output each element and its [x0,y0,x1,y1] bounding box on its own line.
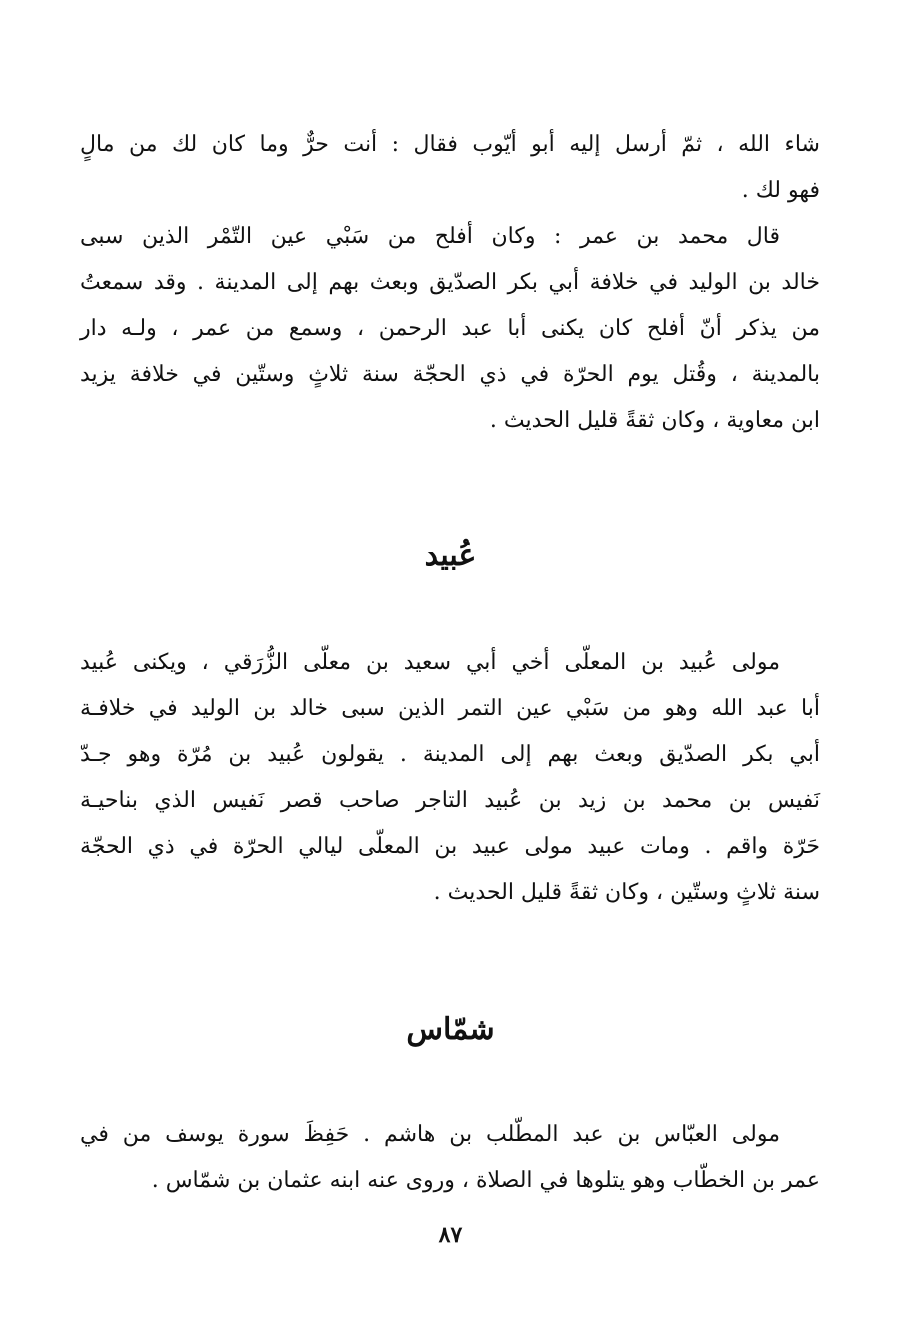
paragraph-ubayd [80,640,820,916]
text-line: أبي بكر الصدّيق وبعث بهم إلى المدينة . يقولون عُبيد بن مُرّة وهو جـدّ [80,742,820,767]
text-line: بالمدينة ، وقُتل يوم الحرّة في ذي الحجّة سنة ثلاثٍ وستّين في خلافة يزيد [80,362,820,387]
text-line: فهو لك . [741,178,820,203]
paragraph-shammas [80,1112,820,1204]
text-line: ابن معاوية ، وكان ثقةً قليل الحديث . [489,408,820,433]
text-line: شاء الله ، ثمّ أرسل إليه أبو أيّوب فقال : أنت حرٌّ وما كان لك من مالٍ [80,132,820,157]
text-line: من يذكر أنّ أفلح كان يكنى أبا عبد الرحمن ، وسمع من عمر ، ولـه دار [80,316,820,341]
text-line: سنة ثلاثٍ وستّين ، وكان ثقةً قليل الحديث . [433,880,820,905]
text-line: مولى العبّاس بن عبد المطّلب بن هاشم . حَفِظَ سورة يوسف من في [80,1122,780,1147]
text-line: مولى عُبيد بن المعلّى أخي أبي سعيد بن معلّى الزُّرَقي ، ويكنى عُبيد [80,650,780,675]
paragraph-aflah [80,122,820,444]
text-line: أبا عبد الله وهو من سَبْي عين التمر الذين سبى خالد بن الوليد في خلافـة [80,696,820,721]
text-line: خالد بن الوليد في خلافة أبي بكر الصدّيق وبعث بهم إلى المدينة . وقد سمعتُ [80,270,820,295]
section-heading-shammas: شمّاس [406,1012,495,1047]
text-line: قال محمد بن عمر : وكان أفلح من سَبْي عين التّمْر الذين سبى [80,224,780,249]
section-heading-ubayd: عُبيد [424,538,477,573]
text-line: عمر بن الخطّاب وهو يتلوها في الصلاة ، وروى عنه ابنه عثمان بن شمّاس . [151,1168,820,1193]
text-line: نَفيس بن محمد بن زيد بن عُبيد التاجر صاحب قصر نَفيس الذي بناحيـة [80,788,820,813]
page-number: ٨٧ [438,1222,463,1248]
text-line: حَرّة واقم . ومات عبيد مولى عبيد بن المعلّى ليالي الحرّة في ذي الحجّة [80,834,820,859]
